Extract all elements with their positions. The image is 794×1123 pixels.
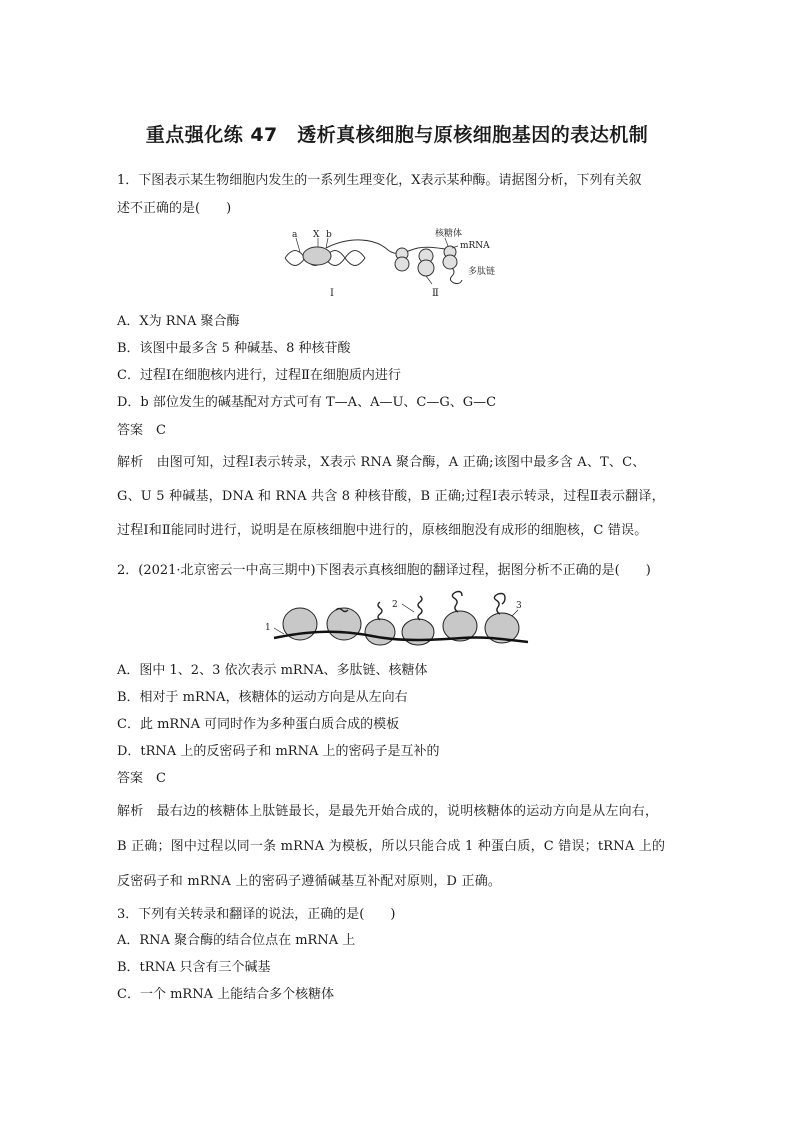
q2-analysis-line3: 反密码子和 mRNA 上的密码子遵循碱基互补配对原则，D 正确。	[117, 874, 502, 889]
q3-option-b: B．tRNA 只含有三个碱基	[117, 960, 271, 975]
q2-option-d: D．tRNA 上的反密码子和 mRNA 上的密码子是互补的	[117, 744, 440, 759]
q1-analysis-line1: 解析 由图可知，过程Ⅰ表示转录，X表示 RNA 聚合酶，A 正确;该图中最多含 A、T、C、	[117, 455, 646, 470]
q1-option-b: B．该图中最多含 5 种碱基、8 种核苷酸	[117, 341, 351, 356]
q1-stem-line2: 述不正确的是( )	[117, 201, 232, 216]
label-process-1: Ⅰ	[330, 288, 334, 299]
q1-analysis-line3: 过程Ⅰ和Ⅱ能同时进行，说明是在原核细胞中进行的，原核细胞没有成形的细胞核，C 错误。	[117, 523, 648, 538]
q1-analysis-line2: G、U 5 种碱基，DNA 和 RNA 共含 8 种核苷酸，B 正确;过程Ⅰ表示转录，过程Ⅱ表示翻译，	[117, 489, 665, 504]
q1-transcription-translation-figure	[280, 226, 520, 302]
q2-option-b: B．相对于 mRNA，核糖体的运动方向是从左向右	[117, 690, 408, 705]
page-title: 重点强化练 47 透析真核细胞与原核细胞基因的表达机制	[145, 124, 649, 146]
label-b: b	[326, 230, 332, 240]
polypeptide-chains	[336, 592, 505, 621]
rna-polymerase-shape	[303, 247, 331, 265]
label-ribosome: 核糖体	[435, 229, 463, 239]
q3-stem: 3．下列有关转录和翻译的说法，正确的是( )	[117, 907, 396, 922]
polypeptide-chain	[450, 268, 462, 284]
label-3: 3	[516, 601, 522, 611]
q3-option-a: A．RNA 聚合酶的结合位点在 mRNA 上	[117, 933, 356, 948]
label-polypeptide: 多肽链	[468, 267, 496, 277]
q1-stem-line1: 1．下图表示某生物细胞内发生的一系列生理变化，X表示某种酶。请据图分析，下列有关叙	[117, 173, 642, 188]
q2-stem: 2．(2021·北京密云一中高三期中)下图表示真核细胞的翻译过程，据图分析不正确的是( )	[117, 563, 651, 578]
q1-answer: 答案 C	[117, 423, 166, 438]
label-mrna: mRNA	[460, 241, 490, 251]
label-2: 2	[392, 600, 398, 610]
q1-option-a: A．X为 RNA 聚合酶	[117, 314, 240, 329]
label-process-2: Ⅱ	[432, 288, 439, 299]
q2-option-a: A．图中 1、2、3 依次表示 mRNA、多肽链、核糖体	[117, 663, 428, 678]
q2-option-c: C．此 mRNA 可同时作为多种蛋白质合成的模板	[117, 717, 400, 732]
q2-translation-figure	[262, 590, 532, 652]
ribosomes	[395, 246, 457, 276]
q2-answer: 答案 C	[117, 771, 166, 786]
label-x: X	[313, 230, 320, 240]
q1-option-c: C．过程Ⅰ在细胞核内进行，过程Ⅱ在细胞质内进行	[117, 368, 401, 383]
label-1: 1	[265, 623, 271, 633]
q2-analysis-line1: 解析 最右边的核糖体上肽链最长，是最先开始合成的，说明核糖体的运动方向是从左向右，	[117, 804, 659, 819]
q3-option-c: C．一个 mRNA 上能结合多个核糖体	[117, 987, 335, 1002]
label-a: a	[292, 230, 298, 240]
q1-option-d: D．b 部位发生的碱基配对方式可有 T—A、A—U、C—G、G—C	[117, 395, 497, 410]
q2-analysis-line2: B 正确；图中过程以同一条 mRNA 为模板，所以只能合成 1 种蛋白质，C 错误；tRNA 上的	[117, 839, 666, 854]
